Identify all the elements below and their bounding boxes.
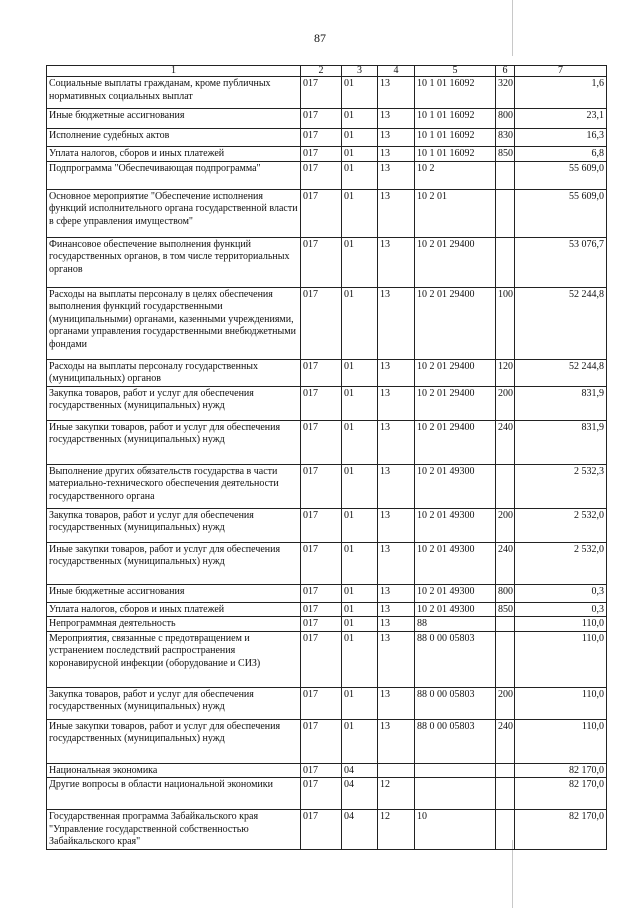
amount-cell: 110,0 [515, 617, 607, 632]
section-code-cell: 01 [342, 386, 378, 420]
grbs-code-cell: 017 [301, 287, 342, 359]
section-code-cell: 01 [342, 584, 378, 602]
page-number: 87 [314, 31, 326, 45]
grbs-code-cell: 017 [301, 386, 342, 420]
section-code-cell: 01 [342, 287, 378, 359]
table-row [47, 77, 607, 109]
table-row [47, 687, 607, 719]
row-name-cell: Иные бюджетные ассигнования [47, 584, 301, 602]
table-row [47, 147, 607, 162]
amount-cell: 55 609,0 [515, 189, 607, 237]
table-row [47, 109, 607, 129]
section-code-cell: 01 [342, 359, 378, 386]
expense-type-cell: 200 [496, 508, 515, 542]
amount-cell: 2 532,0 [515, 542, 607, 584]
target-article-cell: 10 1 01 16092 [415, 109, 496, 129]
column-header: 4 [378, 66, 415, 77]
expense-type-cell: 200 [496, 687, 515, 719]
section-code-cell: 04 [342, 763, 378, 778]
grbs-code-cell: 017 [301, 359, 342, 386]
grbs-code-cell: 017 [301, 77, 342, 109]
subsection-code-cell [378, 763, 415, 778]
target-article-cell: 10 1 01 16092 [415, 129, 496, 147]
section-code-cell: 01 [342, 109, 378, 129]
target-article-cell: 10 2 [415, 161, 496, 189]
grbs-code-cell: 017 [301, 420, 342, 464]
section-code-cell: 01 [342, 464, 378, 508]
expense-type-cell: 850 [496, 602, 515, 617]
target-article-cell: 10 2 01 49300 [415, 542, 496, 584]
subsection-code-cell: 13 [378, 129, 415, 147]
expense-type-cell: 800 [496, 584, 515, 602]
grbs-code-cell: 017 [301, 542, 342, 584]
target-article-cell: 88 0 00 05803 [415, 719, 496, 763]
section-code-cell: 01 [342, 161, 378, 189]
row-name-cell: Исполнение судебных актов [47, 129, 301, 147]
amount-cell: 82 170,0 [515, 778, 607, 810]
target-article-cell: 88 0 00 05803 [415, 631, 496, 687]
row-name-cell: Иные закупки товаров, работ и услуг для обеспечения государственных (муниципальных) нужд [47, 420, 301, 464]
row-name-cell: Мероприятия, связанные с предотвращением и устранением последствий распространения коронавирусной инфекции (оборудование и СИЗ) [47, 631, 301, 687]
subsection-code-cell: 13 [378, 464, 415, 508]
subsection-code-cell: 13 [378, 77, 415, 109]
row-name-cell: Расходы на выплаты персоналу государственных (муниципальных) органов [47, 359, 301, 386]
row-name-cell: Выполнение других обязательств государства в части материально-технического обеспечения деятельности государственного органа [47, 464, 301, 508]
amount-cell: 831,9 [515, 386, 607, 420]
row-name-cell: Уплата налогов, сборов и иных платежей [47, 147, 301, 162]
expense-type-cell [496, 189, 515, 237]
expense-type-cell: 800 [496, 109, 515, 129]
subsection-code-cell: 13 [378, 584, 415, 602]
expense-type-cell [496, 464, 515, 508]
amount-cell: 23,1 [515, 109, 607, 129]
grbs-code-cell: 017 [301, 147, 342, 162]
amount-cell: 110,0 [515, 631, 607, 687]
row-name-cell: Основное мероприятие "Обеспечение исполнения функций исполнительного органа государственной власти в сфере управления имуществом" [47, 189, 301, 237]
column-header: 3 [342, 66, 378, 77]
section-code-cell: 01 [342, 237, 378, 287]
row-name-cell: Другие вопросы в области национальной экономики [47, 778, 301, 810]
section-code-cell: 01 [342, 719, 378, 763]
row-name-cell: Расходы на выплаты персоналу в целях обеспечения выполнения функций государственными (муниципальными) органами, казенными учреждениями, органами управления государственными внебюджетными фондами [47, 287, 301, 359]
table-row [47, 763, 607, 778]
target-article-cell: 10 2 01 49300 [415, 602, 496, 617]
subsection-code-cell: 13 [378, 617, 415, 632]
amount-cell: 82 170,0 [515, 763, 607, 778]
subsection-code-cell: 12 [378, 810, 415, 850]
amount-cell: 2 532,0 [515, 508, 607, 542]
table-row [47, 631, 607, 687]
table-row [47, 287, 607, 359]
amount-cell: 16,3 [515, 129, 607, 147]
table-row [47, 386, 607, 420]
table-row [47, 189, 607, 237]
expense-type-cell: 120 [496, 359, 515, 386]
table-row [47, 359, 607, 386]
target-article-cell: 10 2 01 29400 [415, 420, 496, 464]
row-name-cell: Уплата налогов, сборов и иных платежей [47, 602, 301, 617]
section-code-cell: 01 [342, 617, 378, 632]
table-row [47, 237, 607, 287]
subsection-code-cell: 13 [378, 287, 415, 359]
table-row [47, 542, 607, 584]
grbs-code-cell: 017 [301, 189, 342, 237]
row-name-cell: Национальная экономика [47, 763, 301, 778]
grbs-code-cell: 017 [301, 719, 342, 763]
amount-cell: 82 170,0 [515, 810, 607, 850]
expense-type-cell [496, 810, 515, 850]
amount-cell: 2 532,3 [515, 464, 607, 508]
amount-cell: 55 609,0 [515, 161, 607, 189]
amount-cell: 52 244,8 [515, 359, 607, 386]
row-name-cell: Закупка товаров, работ и услуг для обеспечения государственных (муниципальных) нужд [47, 508, 301, 542]
row-name-cell: Иные бюджетные ассигнования [47, 109, 301, 129]
column-header: 6 [496, 66, 515, 77]
grbs-code-cell: 017 [301, 129, 342, 147]
subsection-code-cell: 13 [378, 147, 415, 162]
expense-type-cell [496, 763, 515, 778]
amount-cell: 1,6 [515, 77, 607, 109]
subsection-code-cell: 13 [378, 687, 415, 719]
amount-cell: 0,3 [515, 602, 607, 617]
row-name-cell: Иные закупки товаров, работ и услуг для обеспечения государственных (муниципальных) нужд [47, 719, 301, 763]
grbs-code-cell: 017 [301, 810, 342, 850]
grbs-code-cell: 017 [301, 763, 342, 778]
expense-type-cell: 240 [496, 719, 515, 763]
expense-type-cell: 200 [496, 386, 515, 420]
target-article-cell: 10 1 01 16092 [415, 77, 496, 109]
subsection-code-cell: 13 [378, 719, 415, 763]
grbs-code-cell: 017 [301, 617, 342, 632]
grbs-code-cell: 017 [301, 602, 342, 617]
row-name-cell: Социальные выплаты гражданам, кроме публичных нормативных социальных выплат [47, 77, 301, 109]
subsection-code-cell: 13 [378, 420, 415, 464]
row-name-cell: Финансовое обеспечение выполнения функций государственных органов, в том числе территориальных органов [47, 237, 301, 287]
subsection-code-cell: 13 [378, 189, 415, 237]
target-article-cell: 10 2 01 49300 [415, 464, 496, 508]
section-code-cell: 01 [342, 508, 378, 542]
scan-edge-line-top [512, 0, 513, 56]
subsection-code-cell: 13 [378, 161, 415, 189]
subsection-code-cell: 13 [378, 109, 415, 129]
expense-type-cell: 320 [496, 77, 515, 109]
amount-cell: 110,0 [515, 687, 607, 719]
row-name-cell: Государственная программа Забайкальского края "Управление государственной собственностью Забайкальского края" [47, 810, 301, 850]
table-row [47, 617, 607, 632]
table-row [47, 584, 607, 602]
grbs-code-cell: 017 [301, 584, 342, 602]
section-code-cell: 01 [342, 687, 378, 719]
section-code-cell: 01 [342, 189, 378, 237]
target-article-cell [415, 763, 496, 778]
grbs-code-cell: 017 [301, 464, 342, 508]
grbs-code-cell: 017 [301, 109, 342, 129]
column-header: 1 [47, 66, 301, 77]
section-code-cell: 01 [342, 77, 378, 109]
amount-cell: 6,8 [515, 147, 607, 162]
target-article-cell: 10 2 01 [415, 189, 496, 237]
grbs-code-cell: 017 [301, 778, 342, 810]
expense-type-cell [496, 631, 515, 687]
column-header: 2 [301, 66, 342, 77]
scan-edge-line-bottom [512, 840, 513, 908]
row-name-cell: Непрограммная деятельность [47, 617, 301, 632]
subsection-code-cell: 13 [378, 602, 415, 617]
section-code-cell: 01 [342, 129, 378, 147]
budget-table [46, 65, 607, 850]
subsection-code-cell: 12 [378, 778, 415, 810]
subsection-code-cell: 13 [378, 542, 415, 584]
expense-type-cell [496, 161, 515, 189]
row-name-cell: Закупка товаров, работ и услуг для обеспечения государственных (муниципальных) нужд [47, 386, 301, 420]
target-article-cell: 10 2 01 29400 [415, 237, 496, 287]
expense-type-cell: 830 [496, 129, 515, 147]
subsection-code-cell: 13 [378, 386, 415, 420]
target-article-cell: 88 0 00 05803 [415, 687, 496, 719]
table-row [47, 810, 607, 850]
section-code-cell: 04 [342, 810, 378, 850]
amount-cell: 0,3 [515, 584, 607, 602]
grbs-code-cell: 017 [301, 508, 342, 542]
table-row [47, 602, 607, 617]
table-row [47, 464, 607, 508]
target-article-cell: 88 [415, 617, 496, 632]
table-header-row [47, 66, 607, 77]
expense-type-cell: 100 [496, 287, 515, 359]
expense-type-cell: 240 [496, 542, 515, 584]
expense-type-cell: 240 [496, 420, 515, 464]
subsection-code-cell: 13 [378, 359, 415, 386]
grbs-code-cell: 017 [301, 687, 342, 719]
row-name-cell: Подпрограмма "Обеспечивающая подпрограмма" [47, 161, 301, 189]
section-code-cell: 04 [342, 778, 378, 810]
expense-type-cell: 850 [496, 147, 515, 162]
grbs-code-cell: 017 [301, 631, 342, 687]
column-header: 7 [515, 66, 607, 77]
expense-type-cell [496, 617, 515, 632]
table-row [47, 161, 607, 189]
section-code-cell: 01 [342, 631, 378, 687]
row-name-cell: Иные закупки товаров, работ и услуг для обеспечения государственных (муниципальных) нужд [47, 542, 301, 584]
target-article-cell: 10 [415, 810, 496, 850]
table-row [47, 778, 607, 810]
subsection-code-cell: 13 [378, 631, 415, 687]
target-article-cell: 10 2 01 49300 [415, 584, 496, 602]
column-header: 5 [415, 66, 496, 77]
amount-cell: 831,9 [515, 420, 607, 464]
grbs-code-cell: 017 [301, 161, 342, 189]
target-article-cell: 10 2 01 49300 [415, 508, 496, 542]
row-name-cell: Закупка товаров, работ и услуг для обеспечения государственных (муниципальных) нужд [47, 687, 301, 719]
table-row [47, 420, 607, 464]
section-code-cell: 01 [342, 147, 378, 162]
section-code-cell: 01 [342, 542, 378, 584]
target-article-cell [415, 778, 496, 810]
amount-cell: 110,0 [515, 719, 607, 763]
table-row [47, 719, 607, 763]
target-article-cell: 10 2 01 29400 [415, 359, 496, 386]
subsection-code-cell: 13 [378, 508, 415, 542]
target-article-cell: 10 2 01 29400 [415, 386, 496, 420]
expense-type-cell [496, 778, 515, 810]
section-code-cell: 01 [342, 602, 378, 617]
amount-cell: 52 244,8 [515, 287, 607, 359]
target-article-cell: 10 2 01 29400 [415, 287, 496, 359]
target-article-cell: 10 1 01 16092 [415, 147, 496, 162]
subsection-code-cell: 13 [378, 237, 415, 287]
grbs-code-cell: 017 [301, 237, 342, 287]
section-code-cell: 01 [342, 420, 378, 464]
table-row [47, 129, 607, 147]
table-row [47, 508, 607, 542]
amount-cell: 53 076,7 [515, 237, 607, 287]
expense-type-cell [496, 237, 515, 287]
